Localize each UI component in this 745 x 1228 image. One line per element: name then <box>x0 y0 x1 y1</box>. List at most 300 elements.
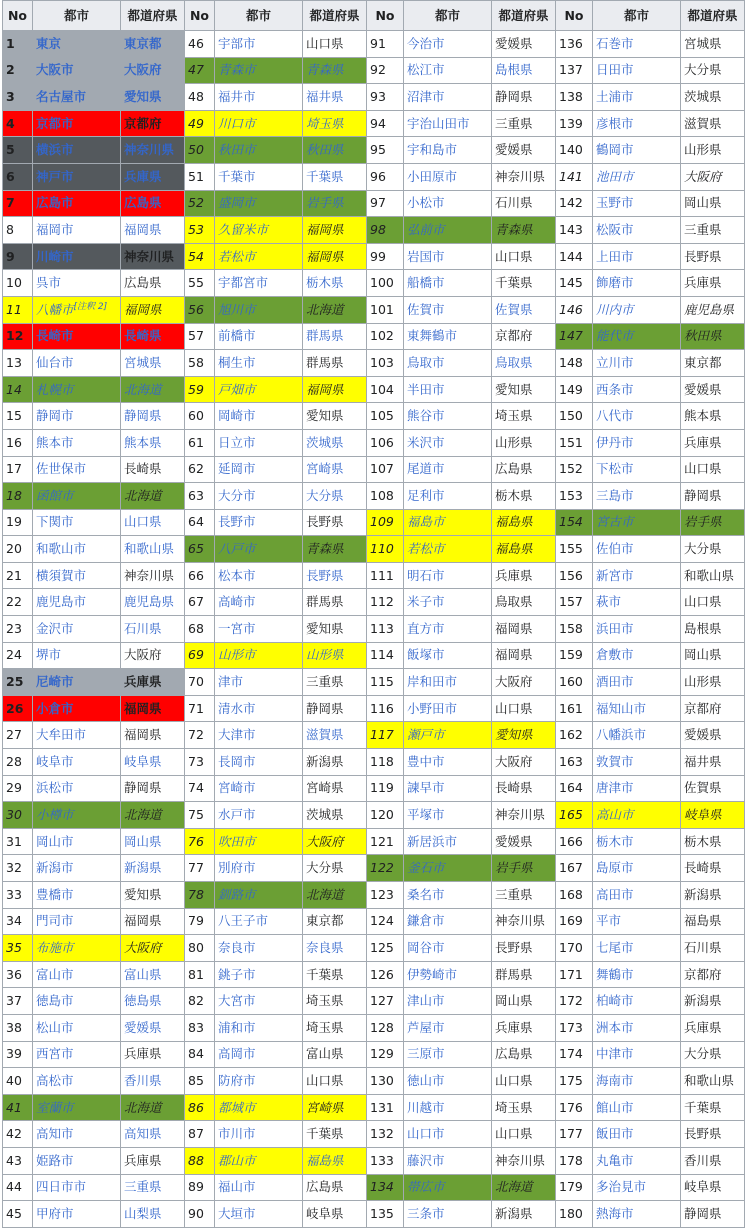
city-link[interactable] <box>404 31 492 58</box>
col-header-no[interactable]: No <box>3 1 33 31</box>
prefecture-name: 京都府 <box>681 695 745 722</box>
city-link[interactable] <box>215 562 303 589</box>
prefecture-link[interactable]: 愛媛県 <box>121 1014 185 1041</box>
city-name: 福島市 <box>407 514 445 530</box>
city-name: 山口市 <box>407 1126 445 1142</box>
prefecture-name: 福岡県 <box>121 908 185 935</box>
city-link[interactable] <box>404 1068 492 1095</box>
rank-number: 94 <box>367 110 404 137</box>
city-link[interactable] <box>593 616 681 643</box>
prefecture-link[interactable]: 滋賀県 <box>303 722 367 749</box>
city-link[interactable] <box>404 961 492 988</box>
prefecture-link[interactable]: 千葉県 <box>303 163 367 190</box>
rank-number: 32 <box>3 855 33 882</box>
city-link[interactable] <box>215 376 303 403</box>
city-link[interactable] <box>404 1094 492 1121</box>
city-link[interactable] <box>33 84 121 111</box>
city-link[interactable] <box>593 1014 681 1041</box>
prefecture-link[interactable]: 岩手県 <box>303 190 367 217</box>
prefecture-link[interactable]: 大分県 <box>303 483 367 510</box>
city-link[interactable] <box>593 961 681 988</box>
city-link[interactable] <box>404 376 492 403</box>
table-row <box>3 1174 745 1201</box>
city-link[interactable] <box>215 270 303 297</box>
city-link[interactable] <box>593 562 681 589</box>
city-link[interactable] <box>404 616 492 643</box>
city-link[interactable] <box>404 642 492 669</box>
city-link[interactable] <box>593 57 681 84</box>
prefecture-link[interactable]: 岡山県 <box>121 828 185 855</box>
city-link[interactable] <box>33 1041 121 1068</box>
city-link[interactable] <box>593 855 681 882</box>
city-link[interactable] <box>33 296 121 323</box>
city-link[interactable] <box>593 483 681 510</box>
city-link[interactable] <box>404 243 492 270</box>
city-link[interactable] <box>33 31 121 58</box>
city-link[interactable] <box>33 669 121 696</box>
prefecture-name: 大阪府 <box>492 669 556 696</box>
table-row <box>3 1041 745 1068</box>
city-link[interactable] <box>33 57 121 84</box>
city-link[interactable] <box>404 296 492 323</box>
prefecture-name: 山口県 <box>681 589 745 616</box>
city-link[interactable] <box>215 828 303 855</box>
city-link[interactable] <box>593 429 681 456</box>
city-link[interactable] <box>215 163 303 190</box>
prefecture-link[interactable]: 岐阜県 <box>121 749 185 776</box>
city-link[interactable] <box>404 429 492 456</box>
prefecture-link[interactable]: 静岡県 <box>121 403 185 430</box>
prefecture-name: 新潟県 <box>681 882 745 909</box>
prefecture-link[interactable]: 神奈川県 <box>121 137 185 164</box>
city-link[interactable] <box>33 1201 121 1228</box>
city-link[interactable] <box>33 376 121 403</box>
prefecture-link[interactable]: 北海道 <box>121 376 185 403</box>
city-link[interactable] <box>404 1201 492 1228</box>
prefecture-link[interactable]: 愛知県 <box>121 84 185 111</box>
city-link[interactable] <box>593 749 681 776</box>
prefecture-link[interactable]: 宮崎県 <box>303 456 367 483</box>
city-link[interactable] <box>593 828 681 855</box>
city-name: 浜松市 <box>36 780 74 796</box>
city-link[interactable] <box>593 84 681 111</box>
prefecture-name: 新潟県 <box>681 988 745 1015</box>
city-link[interactable] <box>215 137 303 164</box>
city-link[interactable] <box>215 642 303 669</box>
city-link[interactable] <box>33 1147 121 1174</box>
city-link[interactable] <box>33 562 121 589</box>
prefecture-name: 広島県 <box>492 1041 556 1068</box>
col-header-city[interactable]: 都市 <box>33 1 121 31</box>
city-link[interactable] <box>215 323 303 350</box>
city-link[interactable] <box>33 749 121 776</box>
city-link[interactable] <box>215 217 303 244</box>
city-link[interactable] <box>404 57 492 84</box>
city-link[interactable] <box>593 403 681 430</box>
city-link[interactable] <box>593 1041 681 1068</box>
city-link[interactable] <box>215 350 303 377</box>
city-link[interactable] <box>593 31 681 58</box>
table-row <box>3 616 745 643</box>
prefecture-link[interactable]: 奈良県 <box>303 935 367 962</box>
city-name: 大垣市 <box>218 1205 256 1221</box>
city-link[interactable] <box>33 589 121 616</box>
city-link[interactable] <box>215 749 303 776</box>
city-link[interactable] <box>404 110 492 137</box>
city-link[interactable] <box>33 935 121 962</box>
city-link[interactable] <box>33 536 121 563</box>
col-header-no[interactable]: No <box>367 1 404 31</box>
city-link[interactable] <box>215 1201 303 1228</box>
rank-number: 112 <box>367 589 404 616</box>
prefecture-link[interactable]: 佐賀県 <box>492 296 556 323</box>
city-link[interactable] <box>215 961 303 988</box>
city-link[interactable] <box>33 695 121 722</box>
prefecture-link[interactable]: 福島県 <box>303 1147 367 1174</box>
prefecture-link[interactable]: 山梨県 <box>121 1201 185 1228</box>
prefecture-name: 栃木県 <box>681 828 745 855</box>
rank-number: 43 <box>3 1147 33 1174</box>
city-link[interactable] <box>593 1147 681 1174</box>
col-header-prefecture[interactable]: 都道府県 <box>121 1 185 31</box>
table-row <box>3 403 745 430</box>
city-link[interactable] <box>215 589 303 616</box>
prefecture-name: 東京都 <box>303 908 367 935</box>
city-link[interactable] <box>33 775 121 802</box>
prefecture-link[interactable]: 富山県 <box>121 961 185 988</box>
city-name: 銚子市 <box>218 966 256 982</box>
city-link[interactable] <box>33 217 121 244</box>
prefecture-link[interactable]: 鹿児島県 <box>121 589 185 616</box>
city-link[interactable] <box>404 1174 492 1201</box>
city-link[interactable] <box>33 1014 121 1041</box>
prefecture-link[interactable]: 三重県 <box>121 1174 185 1201</box>
prefecture-link[interactable]: 広島県 <box>121 190 185 217</box>
city-link[interactable] <box>215 243 303 270</box>
city-link[interactable] <box>215 1094 303 1121</box>
city-link[interactable] <box>404 775 492 802</box>
city-link[interactable] <box>404 669 492 696</box>
prefecture-link[interactable]: 徳島県 <box>121 988 185 1015</box>
city-name: 平塚市 <box>407 807 445 823</box>
city-link[interactable] <box>593 802 681 829</box>
city-link[interactable] <box>593 988 681 1015</box>
city-name: 松江市 <box>407 62 445 78</box>
city-link[interactable] <box>404 536 492 563</box>
city-name: 諫早市 <box>407 780 445 796</box>
city-link[interactable] <box>404 270 492 297</box>
city-link[interactable] <box>593 669 681 696</box>
city-link[interactable] <box>215 509 303 536</box>
city-name: 福井市 <box>218 88 256 104</box>
city-link[interactable] <box>404 802 492 829</box>
city-link[interactable] <box>404 562 492 589</box>
city-link[interactable] <box>215 802 303 829</box>
city-name: 千葉市 <box>218 168 256 184</box>
prefecture-link[interactable]: 島根県 <box>492 57 556 84</box>
city-link[interactable] <box>33 1174 121 1201</box>
city-link[interactable] <box>593 882 681 909</box>
city-link[interactable] <box>33 270 121 297</box>
city-link[interactable] <box>215 1147 303 1174</box>
city-link[interactable] <box>215 988 303 1015</box>
city-link[interactable] <box>215 1014 303 1041</box>
rank-number: 47 <box>185 57 215 84</box>
prefecture-link[interactable]: 群馬県 <box>303 323 367 350</box>
city-link[interactable] <box>593 1174 681 1201</box>
city-link[interactable] <box>215 669 303 696</box>
city-name: 小野田市 <box>407 700 458 716</box>
city-link[interactable] <box>404 190 492 217</box>
city-link[interactable] <box>33 509 121 536</box>
col-header-no[interactable]: No <box>185 1 215 31</box>
prefecture-link[interactable]: 長野県 <box>303 562 367 589</box>
city-link[interactable] <box>593 296 681 323</box>
city-name: 大分市 <box>218 487 256 503</box>
city-link[interactable] <box>33 961 121 988</box>
city-link[interactable] <box>33 350 121 377</box>
city-link[interactable] <box>33 323 121 350</box>
city-link[interactable] <box>215 1174 303 1201</box>
city-name: 米沢市 <box>407 434 445 450</box>
city-link[interactable] <box>33 483 121 510</box>
city-link[interactable] <box>404 163 492 190</box>
city-link[interactable] <box>404 882 492 909</box>
city-link[interactable] <box>33 190 121 217</box>
city-link[interactable] <box>404 84 492 111</box>
city-link[interactable] <box>215 882 303 909</box>
prefecture-link[interactable]: 埼玉県 <box>303 110 367 137</box>
city-link[interactable] <box>593 270 681 297</box>
city-link[interactable] <box>593 722 681 749</box>
prefecture-name: 静岡県 <box>681 1201 745 1228</box>
rank-number: 104 <box>367 376 404 403</box>
prefecture-link[interactable]: 高知県 <box>121 1121 185 1148</box>
city-link[interactable] <box>404 137 492 164</box>
city-name: 徳山市 <box>407 1072 445 1088</box>
city-link[interactable] <box>215 57 303 84</box>
prefecture-link[interactable]: 宮城県 <box>121 350 185 377</box>
city-link[interactable] <box>404 1041 492 1068</box>
city-link[interactable] <box>404 695 492 722</box>
city-link[interactable] <box>404 908 492 935</box>
prefecture-link[interactable]: 石川県 <box>121 616 185 643</box>
city-link[interactable] <box>215 1121 303 1148</box>
city-name: 宇部市 <box>218 35 256 51</box>
col-header-prefecture[interactable]: 都道府県 <box>492 1 556 31</box>
city-link[interactable] <box>593 350 681 377</box>
prefecture-link[interactable]: 福岡県 <box>121 217 185 244</box>
prefecture-link[interactable]: 兵庫県 <box>121 163 185 190</box>
city-name: 岡谷市 <box>407 939 445 955</box>
city-link[interactable] <box>404 350 492 377</box>
prefecture-name: 山形県 <box>681 669 745 696</box>
city-link[interactable] <box>404 1147 492 1174</box>
prefecture-name: 青森県 <box>303 536 367 563</box>
city-link[interactable] <box>593 589 681 616</box>
city-link[interactable] <box>33 988 121 1015</box>
city-link[interactable] <box>215 483 303 510</box>
city-link[interactable] <box>215 908 303 935</box>
city-name: 東京 <box>36 35 62 51</box>
city-link[interactable] <box>215 190 303 217</box>
city-link[interactable] <box>33 722 121 749</box>
rank-number: 123 <box>367 882 404 909</box>
city-link[interactable] <box>215 1041 303 1068</box>
city-link[interactable] <box>215 110 303 137</box>
city-name: 川崎市 <box>36 248 74 264</box>
city-name: 戸畑市 <box>218 381 256 397</box>
city-link[interactable] <box>593 190 681 217</box>
city-link[interactable] <box>404 403 492 430</box>
prefecture-name: 兵庫県 <box>681 1014 745 1041</box>
city-link[interactable] <box>593 695 681 722</box>
prefecture-link[interactable]: 秋田県 <box>303 137 367 164</box>
city-link[interactable] <box>593 456 681 483</box>
city-link[interactable] <box>404 589 492 616</box>
city-link[interactable] <box>404 509 492 536</box>
prefecture-link[interactable]: 長崎県 <box>121 323 185 350</box>
city-link[interactable] <box>215 935 303 962</box>
city-link[interactable] <box>593 775 681 802</box>
prefecture-name: 茨城県 <box>681 84 745 111</box>
city-link[interactable] <box>404 722 492 749</box>
prefecture-link[interactable]: 新潟県 <box>121 855 185 882</box>
city-link[interactable] <box>404 828 492 855</box>
city-link[interactable] <box>33 456 121 483</box>
city-link[interactable] <box>593 137 681 164</box>
prefecture-link[interactable]: 熊本県 <box>121 429 185 456</box>
city-link[interactable] <box>404 483 492 510</box>
city-link[interactable] <box>215 536 303 563</box>
city-link[interactable] <box>593 217 681 244</box>
city-link[interactable] <box>33 802 121 829</box>
city-link[interactable] <box>33 1121 121 1148</box>
rank-number: 101 <box>367 296 404 323</box>
col-header-city[interactable]: 都市 <box>593 1 681 31</box>
col-header-no[interactable]: No <box>556 1 593 31</box>
city-link[interactable] <box>404 456 492 483</box>
city-link[interactable] <box>404 935 492 962</box>
city-link[interactable] <box>404 855 492 882</box>
city-link[interactable] <box>33 243 121 270</box>
rank-number: 76 <box>185 828 215 855</box>
prefecture-name: 山口県 <box>492 695 556 722</box>
city-link[interactable] <box>593 110 681 137</box>
city-link[interactable] <box>593 509 681 536</box>
prefecture-link[interactable]: 栃木県 <box>303 270 367 297</box>
city-link[interactable] <box>215 1068 303 1095</box>
city-link[interactable] <box>33 616 121 643</box>
prefecture-link[interactable]: 茨城県 <box>303 429 367 456</box>
city-link[interactable] <box>593 908 681 935</box>
rank-number: 136 <box>556 31 593 58</box>
rank-number: 83 <box>185 1014 215 1041</box>
city-link[interactable] <box>215 695 303 722</box>
city-link[interactable] <box>33 855 121 882</box>
city-link[interactable] <box>593 1068 681 1095</box>
prefecture-link[interactable]: 青森県 <box>303 57 367 84</box>
city-link[interactable] <box>215 403 303 430</box>
city-link[interactable] <box>593 376 681 403</box>
city-name: 彦根市 <box>596 115 634 131</box>
city-link[interactable] <box>215 616 303 643</box>
city-link[interactable] <box>593 1094 681 1121</box>
footnote-link[interactable]: [注釈 2] <box>73 301 108 312</box>
rank-number: 166 <box>556 828 593 855</box>
city-link[interactable] <box>215 429 303 456</box>
col-header-prefecture[interactable]: 都道府県 <box>303 1 367 31</box>
city-name: 飾磨市 <box>596 275 634 291</box>
prefecture-link[interactable]: 鳥取県 <box>492 350 556 377</box>
city-link[interactable] <box>215 456 303 483</box>
city-name: 尾道市 <box>407 461 445 477</box>
col-header-city[interactable]: 都市 <box>404 1 492 31</box>
city-link[interactable] <box>33 110 121 137</box>
city-link[interactable] <box>593 1121 681 1148</box>
city-link[interactable] <box>215 296 303 323</box>
city-link[interactable] <box>593 935 681 962</box>
city-link[interactable] <box>593 243 681 270</box>
prefecture-link[interactable]: 山口県 <box>121 509 185 536</box>
city-link[interactable] <box>404 988 492 1015</box>
city-name: 半田市 <box>407 381 445 397</box>
col-header-prefecture[interactable]: 都道府県 <box>681 1 745 31</box>
city-link[interactable] <box>215 775 303 802</box>
col-header-city[interactable]: 都市 <box>215 1 303 31</box>
city-link[interactable] <box>404 1014 492 1041</box>
city-link[interactable] <box>33 908 121 935</box>
city-link[interactable] <box>33 403 121 430</box>
city-link[interactable] <box>215 84 303 111</box>
city-link[interactable] <box>33 137 121 164</box>
city-link[interactable] <box>215 31 303 58</box>
table-row <box>3 855 745 882</box>
city-link[interactable] <box>33 429 121 456</box>
city-link[interactable] <box>33 163 121 190</box>
city-link[interactable] <box>404 749 492 776</box>
city-name: 若松市 <box>218 248 256 264</box>
city-link[interactable] <box>33 882 121 909</box>
city-link[interactable] <box>33 1094 121 1121</box>
prefecture-name: 山口県 <box>492 1121 556 1148</box>
city-name: 市川市 <box>218 1126 256 1142</box>
city-link[interactable] <box>33 1068 121 1095</box>
prefecture-link[interactable]: 大阪府 <box>121 57 185 84</box>
city-link[interactable] <box>593 1201 681 1228</box>
prefecture-link[interactable]: 和歌山県 <box>121 536 185 563</box>
city-link[interactable] <box>593 536 681 563</box>
city-link[interactable] <box>404 323 492 350</box>
city-link[interactable] <box>593 163 681 190</box>
city-link[interactable] <box>404 217 492 244</box>
city-link[interactable] <box>33 828 121 855</box>
city-link[interactable] <box>593 323 681 350</box>
prefecture-name: 兵庫県 <box>121 669 185 696</box>
city-link[interactable] <box>215 722 303 749</box>
rank-number: 98 <box>367 217 404 244</box>
prefecture-link[interactable]: 山形県 <box>303 642 367 669</box>
rank-number: 33 <box>3 882 33 909</box>
prefecture-link[interactable]: 香川県 <box>121 1068 185 1095</box>
city-link[interactable] <box>215 855 303 882</box>
prefecture-link[interactable]: 東京都 <box>121 31 185 58</box>
city-link[interactable] <box>593 642 681 669</box>
city-link[interactable] <box>33 642 121 669</box>
prefecture-link[interactable]: 福井県 <box>303 84 367 111</box>
city-link[interactable] <box>404 1121 492 1148</box>
rank-number: 146 <box>556 296 593 323</box>
